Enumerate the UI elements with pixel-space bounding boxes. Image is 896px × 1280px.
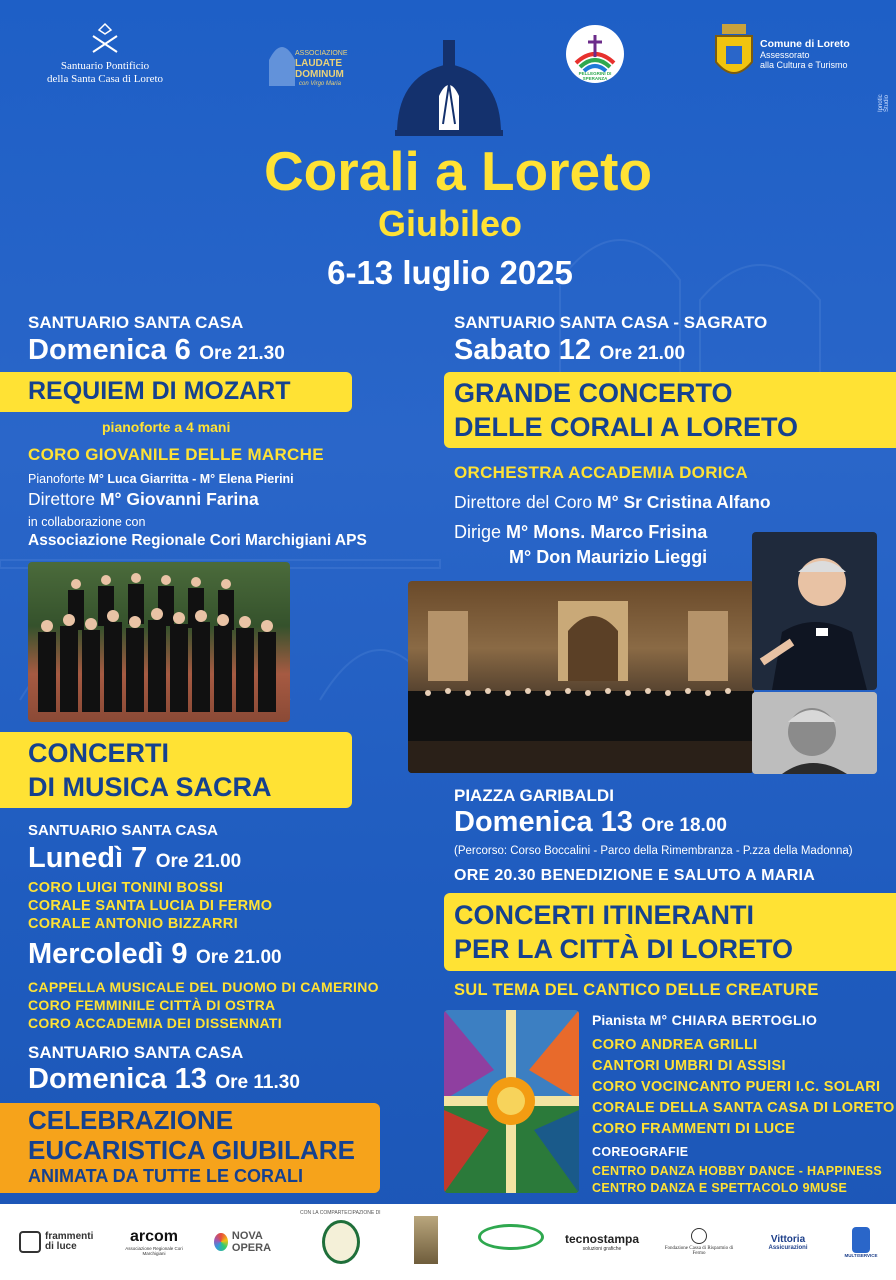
e5-dirige1: M° Mons. Marco Frisina	[506, 522, 708, 542]
e6-dance-1: CENTRO DANZA HOBBY DANCE - HAPPINESS	[592, 1164, 882, 1178]
e2-choir-1: CORO LUIGI TONINI BOSSI	[28, 880, 224, 896]
e5-day: Sabato 12	[454, 334, 591, 366]
e5-time: Ore 21.00	[599, 343, 686, 364]
e2-time: Ore 21.00	[155, 851, 242, 872]
e6-tema: SUL TEMA DEL CANTICO DELLE CREATURE	[454, 981, 819, 999]
sponsor-arcom	[118, 1222, 190, 1262]
fondazione-emblem-icon	[691, 1228, 707, 1244]
e5-dirige-line	[454, 522, 707, 543]
concert-photo	[408, 581, 754, 773]
e5-dir-line	[454, 492, 771, 513]
e4-band-line3: ANIMATA DA TUTTE LE CORALI	[28, 1166, 303, 1186]
e3-choir-1: CAPPELLA MUSICALE DEL DUOMO DI CAMERINO	[28, 979, 379, 995]
logo-giubileo	[566, 25, 624, 83]
choir-figures	[28, 562, 290, 722]
conductor-figure-1	[752, 532, 877, 690]
e2-venue: SANTUARIO SANTA CASA	[28, 822, 218, 839]
sponsor-arcom-label: arcom	[129, 1228, 179, 1245]
concert-scene	[408, 581, 754, 773]
logo-santuario-line2: della Santa Casa di Loreto	[46, 73, 164, 85]
e3-day: Mercoledì 9	[28, 938, 188, 970]
logo-laudate-l1: ASSOCIAZIONE	[295, 50, 348, 57]
e6-pianist-line	[592, 1012, 817, 1028]
event-title: Corali a Loreto	[263, 140, 653, 202]
sacra-band	[0, 732, 352, 808]
sacra-line2: DI MUSICA SACRA	[28, 772, 272, 802]
collab-building-icon	[414, 1216, 438, 1264]
e1-band	[0, 372, 352, 412]
papal-keys-icon	[85, 22, 125, 56]
collab-seal-icon	[322, 1220, 360, 1264]
city-crest-icon	[714, 24, 754, 82]
logo-giubileo-text: PELLEGRINI DI SPERANZA	[578, 71, 612, 81]
e1-day: Domenica 6	[28, 334, 191, 366]
conductor-photo-1	[752, 532, 877, 690]
sponsor-tecnostampa	[560, 1222, 644, 1262]
e6-choir-4: CORALE DELLA SANTA CASA DI LORETO	[592, 1100, 895, 1116]
e2-datetime	[28, 842, 241, 875]
e5-datetime	[454, 334, 685, 367]
e6-choir-2: CANTORI UMBRI DI ASSISI	[592, 1058, 786, 1074]
e6-band-line1: CONCERTI ITINERANTI	[454, 900, 754, 930]
logo-santuario	[20, 22, 190, 86]
sponsor-arcom-sub: Associazione Regionale Cori Marchigiani	[125, 1246, 183, 1256]
e5-band	[444, 372, 896, 448]
e3-choir-2: CORO FEMMINILE CITTÀ DI OSTRA	[28, 997, 276, 1013]
logo-laudate-l2: LAUDATE	[295, 58, 343, 69]
e4-venue: SANTUARIO SANTA CASA	[28, 1043, 244, 1062]
e1-dir-name: M° Giovanni Farina	[99, 489, 259, 509]
logo-santuario-line1: Santuario Pontificio	[60, 60, 150, 72]
conductor-photo-2	[752, 692, 877, 774]
e6-route: (Percorso: Corso Boccalini - Parco della Rimembranza - P.zza della Madonna)	[454, 845, 853, 857]
e5-band-line2: DELLE CORALI A LORETO	[454, 412, 798, 442]
e1-choir: CORO GIOVANILE DELLE MARCHE	[28, 445, 324, 464]
sponsor-vittoria-sub: Assicurazioni	[768, 1244, 808, 1251]
collab-ribbon-icon	[478, 1224, 544, 1250]
e3-choir-3: CORO ACCADEMIA DEI DISSENNATI	[28, 1015, 282, 1031]
e1-venue: SANTUARIO SANTA CASA	[28, 313, 244, 332]
event-dates: 6-13 luglio 2025	[327, 254, 573, 291]
e5-band-line1: GRANDE CONCERTO	[454, 378, 733, 408]
e1-piano-line	[28, 472, 294, 486]
e4-band	[0, 1103, 380, 1193]
basilica-dome-icon	[395, 34, 503, 136]
cantico-artwork-shapes	[444, 1010, 579, 1193]
e2-choir-3: CORALE ANTONIO BIZZARRI	[28, 916, 238, 932]
e1-dir-label: Direttore	[28, 489, 96, 509]
logo-comune-sub2: alla Cultura e Turismo	[760, 60, 848, 70]
e1-piano4: pianoforte a 4 mani	[102, 419, 231, 435]
e6-band-line2: PER LA CITTÀ DI LORETO	[454, 934, 794, 964]
dome-outline-icon	[265, 30, 299, 86]
sponsor-nova-opera-label: NOVA OPERA	[231, 1230, 272, 1254]
e5-venue: SANTUARIO SANTA CASA - SAGRATO	[454, 313, 768, 332]
collab-note: CON LA COMPARTECIPAZIONE DI	[300, 1210, 381, 1216]
logo-laudate-l3: DOMINUM	[295, 69, 344, 80]
e1-time: Ore 21.30	[199, 343, 285, 364]
multiservice-logo-icon	[852, 1227, 870, 1253]
e3-time: Ore 21.00	[196, 947, 282, 968]
e4-day: Domenica 13	[28, 1063, 207, 1095]
logo-comune	[714, 24, 864, 86]
e6-choir-1: CORO ANDREA GRILLI	[592, 1037, 758, 1053]
e4-band-line2: EUCARISTICA GIUBILARE	[28, 1135, 355, 1165]
frammenti-logo-icon	[19, 1231, 41, 1253]
e5-dirige2: M° Don Maurizio Lieggi	[509, 547, 708, 567]
e6-datetime	[454, 806, 727, 839]
logo-comune-sub1: Assessorato	[760, 50, 810, 60]
nova-opera-star-icon	[214, 1233, 228, 1251]
e6-benedizione: ORE 20.30 BENEDIZIONE E SALUTO A MARIA	[454, 867, 816, 884]
e5-orchestra: ORCHESTRA ACCADEMIA DORICA	[454, 463, 748, 482]
sponsor-vittoria	[758, 1222, 818, 1262]
conductor-figure-2	[752, 692, 877, 774]
e1-assoc: Associazione Regionale Cori Marchigiani APS	[28, 532, 367, 549]
e1-piano-label: Pianoforte	[28, 472, 85, 486]
design-credit: Ipnotic Studio	[878, 94, 890, 112]
e6-pianist-label: Pianista	[592, 1012, 646, 1028]
e6-pianist-name: M° CHIARA BERTOGLIO	[649, 1012, 818, 1028]
e6-dance-2: CENTRO DANZA E SPETTACOLO 9MUSE	[592, 1181, 848, 1195]
e1-band-text: REQUIEM DI MOZART	[28, 377, 291, 405]
e1-dir-line	[28, 489, 259, 510]
e2-choir-2: CORALE SANTA LUCIA DI FERMO	[28, 898, 273, 914]
sponsor-nova-opera	[214, 1222, 288, 1262]
logo-laudate-l4: con Virgo Maria	[299, 81, 341, 87]
sponsor-multiservice	[838, 1222, 884, 1262]
e6-choir-5: CORO FRAMMENTI DI LUCE	[592, 1121, 796, 1137]
e3-datetime	[28, 938, 282, 971]
e2-day: Lunedì 7	[28, 842, 148, 874]
e5-dir-label: Direttore del Coro	[454, 492, 593, 512]
e1-datetime	[28, 334, 285, 367]
cantico-artwork	[444, 1010, 579, 1193]
sponsor-vittoria-label: Vittoria	[770, 1233, 806, 1245]
event-subtitle: Giubileo	[378, 203, 522, 244]
e6-day: Domenica 13	[454, 806, 633, 838]
sponsor-frammenti	[16, 1222, 96, 1262]
e6-choir-3: CORO VOCINCANTO PUERI I.C. SOLARI	[592, 1079, 881, 1095]
sponsor-footer	[0, 1204, 896, 1280]
sponsor-frammenti-label: frammenti di luce	[45, 1231, 94, 1252]
e6-time: Ore 18.00	[641, 815, 727, 836]
e5-dir-name: M° Sr Cristina Alfano	[597, 492, 771, 512]
e4-time: Ore 11.30	[215, 1072, 300, 1093]
sponsor-multiservice-label: MULTISERVICE	[844, 1252, 878, 1258]
choir-photo	[28, 562, 290, 722]
e4-datetime	[28, 1063, 300, 1096]
sponsor-tecnostampa-sub: soluzioni grafiche	[582, 1246, 622, 1252]
sponsor-fondazione-label: Fondazione Cassa di Risparmio di Fermo	[664, 1246, 734, 1256]
e6-coreografie: COREOGRAFIE	[592, 1145, 689, 1159]
e6-venue: PIAZZA GARIBALDI	[454, 786, 614, 805]
e4-band-line1: CELEBRAZIONE	[28, 1105, 234, 1135]
e5-dirige-label: Dirige	[454, 522, 502, 542]
sponsor-fondazione	[662, 1222, 736, 1262]
logo-laudate	[265, 30, 355, 86]
logo-comune-title: Comune di Loreto	[760, 38, 850, 50]
e1-collab: in collaborazione con	[28, 515, 146, 529]
e1-piano-names: M° Luca Giarritta - M° Elena Pierini	[88, 472, 294, 486]
sacra-line1: CONCERTI	[28, 738, 169, 768]
sponsor-tecnostampa-label: tecnostampa	[564, 1232, 640, 1246]
e6-band	[444, 893, 896, 971]
